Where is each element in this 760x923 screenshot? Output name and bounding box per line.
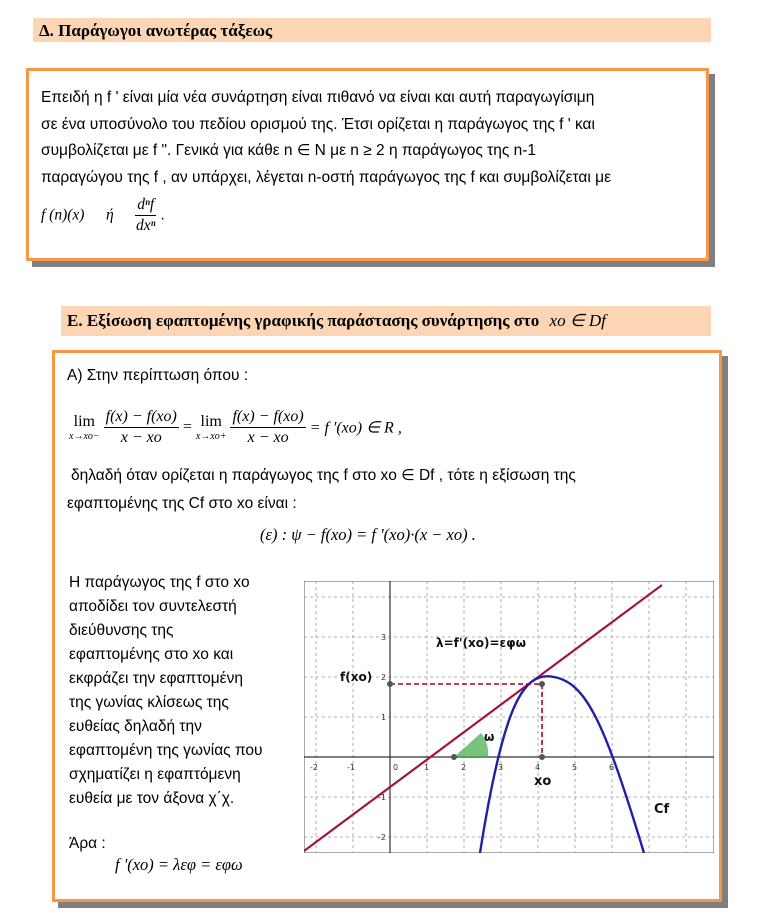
xo-point xyxy=(539,754,545,760)
y-tick-label: -2 xyxy=(378,833,386,842)
side-line-4: εφαπτομένης στο xo και xyxy=(69,646,234,663)
fxo-label: f(xo) xyxy=(340,670,373,684)
section-d-formula xyxy=(41,195,701,239)
section-d-line-3: συμβολίζεται με f ". Γενικά για κάθε n ∈ N με n ≥ 2 η παράγωγος της n-1 xyxy=(41,142,537,159)
leibniz-numerator: dⁿf xyxy=(135,195,156,216)
diff-quotient-left-num: f(x) − f(xo) xyxy=(104,407,179,428)
tangent-x-intercept xyxy=(451,754,457,760)
formula-period: . xyxy=(160,206,165,224)
side-line-1: Η παράγωγος της f στο xo xyxy=(69,574,250,591)
leibniz-denominator: dxⁿ xyxy=(135,217,156,234)
section-d-box xyxy=(26,68,709,261)
x-tick-label: 5 xyxy=(572,763,578,772)
side-line-3: διεύθυνσης της xyxy=(69,622,174,639)
side-line-10: ευθεία με τον άξονα χ΄χ. xyxy=(69,790,235,807)
final-equation: f '(xo) = λεφ = εφω xyxy=(115,855,243,874)
section-e-title-math: xo ∈ Df xyxy=(549,311,606,330)
side-line-5: εκφράζει την εφαπτομένη xyxy=(69,670,243,687)
xo-label: xo xyxy=(534,774,552,789)
definition-line-3: εφαπτομένης της Cf στο xo είναι : xyxy=(67,495,297,512)
y-tick-label: 1 xyxy=(381,713,387,722)
y-tick-label: 2 xyxy=(381,673,387,682)
y-tick-label: 3 xyxy=(381,633,387,642)
tangent-graph xyxy=(304,581,714,853)
side-line-9: σχηματίζει η εφαπτόμενη xyxy=(69,766,241,783)
limit-eq-tail: = f '(xo) ∈ R , xyxy=(309,419,402,437)
side-line-6: της γωνίας κλίσεως της xyxy=(69,694,229,711)
cf-label: Cf xyxy=(654,802,670,817)
lim-right-word: lim xyxy=(200,412,222,430)
x-tick-label: 2 xyxy=(461,763,467,772)
section-e-box xyxy=(52,350,722,902)
omega-label: ω xyxy=(484,730,495,744)
lim-left-sub: x→xo− xyxy=(69,430,100,442)
section-d-line-1: Επειδή η f ' είναι μία νέα συνάρτηση είναι πιθανό να είναι και αυτή παραγωγίσιμη xyxy=(41,89,595,106)
definition-line-2: δηλαδή όταν ορίζεται η παράγωγος της f στο xo ∈ Df , τότε η εξίσωση της xyxy=(71,467,576,484)
lim-left-word: lim xyxy=(73,412,95,430)
tangent-equation: (ε) : ψ − f(xo) = f '(xo)·(x − xo) . xyxy=(260,525,476,544)
diff-quotient-left-den: x − xo xyxy=(120,429,162,446)
lim-right-sub: x→xo+ xyxy=(195,430,227,442)
section-d-line-4: παραγώγου της f , αν υπάρχει, λέγεται n-οστή παράγωγος της f και συμβολίζεται με xyxy=(41,168,611,186)
or-word: ή xyxy=(106,206,114,224)
side-line-7: ευθείας δηλαδή την xyxy=(69,718,202,735)
x-tick-label: 4 xyxy=(535,763,541,772)
section-d-line-2: σε ένα υποσύνολο του πεδίου ορισμού της. Έτσι ορίζεται η παράγωγος της f ' και xyxy=(41,115,595,133)
section-e-header xyxy=(61,306,711,336)
side-line-8: εφαπτομένη της γωνίας που xyxy=(69,742,263,759)
lambda-label: λ=f'(xo)=εφω xyxy=(436,636,527,650)
fxo-point xyxy=(387,681,393,687)
diff-quotient-left xyxy=(104,407,179,448)
side-line-2: αποδίδει τον συντελεστή xyxy=(69,598,237,615)
limit-equation: lim x→xo− $\frac{f(x) - f(xo)}{x - xo}$ = lim x→xo+ $\frac{f(x) - f(xo)}{x - xo}$ = f '(xo) ∈ R , xyxy=(69,408,402,446)
ara-label: Άρα : xyxy=(69,835,106,852)
y-tick-label: -1 xyxy=(378,793,386,802)
intro-text: Α) Στην περίπτωση όπου : xyxy=(67,367,249,384)
diff-quotient-right-num: f(x) − f(xo) xyxy=(230,407,305,428)
diff-quotient-right-den: x − xo xyxy=(247,429,289,446)
side-text xyxy=(69,571,299,811)
tangent-point xyxy=(539,681,545,687)
section-e-title: Ε. Εξίσωση εφαπτομένης γραφικής παράστασης συνάρτησης στο xyxy=(67,311,540,330)
x-tick-label: 1 xyxy=(424,763,430,772)
diff-quotient-right xyxy=(230,407,305,448)
x-tick-label: 6 xyxy=(609,763,615,772)
nth-derivative-symbol: f (n)(x) xyxy=(41,206,85,224)
section-d-title: Δ. Παράγωγοι ανωτέρας τάξεως xyxy=(39,21,273,40)
leibniz-fraction xyxy=(135,195,156,236)
section-d-header xyxy=(33,18,711,42)
x-tick-label: -2 xyxy=(310,763,318,772)
x-tick-label: 0 xyxy=(393,763,399,772)
x-tick-label: -1 xyxy=(347,763,355,772)
x-tick-label: 3 xyxy=(498,763,504,772)
